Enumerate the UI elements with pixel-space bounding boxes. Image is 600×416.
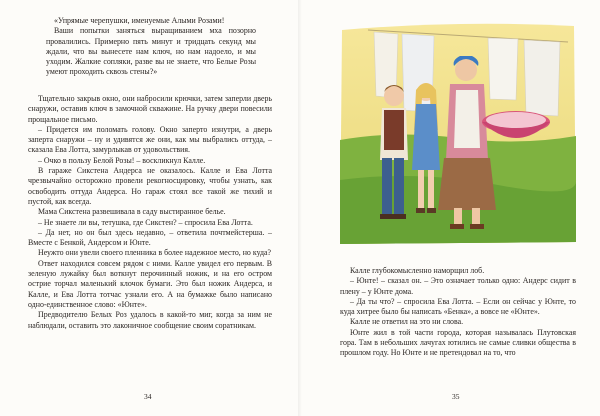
- paragraph: Юнте жил в той части города, которая называлась Плутовская гора. Там в небольших лачугах ютились не самые сливки общества в прошлом году. Но Юнте и не претендовал на то, что: [340, 327, 576, 358]
- paragraph: – Не знаете ли вы, тетушка, где Сикстен? – спросила Ева Лотта.: [38, 217, 253, 227]
- left-body-text: [28, 94, 272, 331]
- right-body-text: [340, 266, 576, 359]
- note-line: «Упрямые черепушки, именуемые Алыми Розами!: [54, 16, 225, 25]
- story-illustration: [338, 20, 578, 248]
- paragraph: Калле не ответил на это ни слова.: [350, 317, 464, 327]
- note-line: Ваши попытки заняться выращиванием мха позорно провалились. Примерно пять минут и тридцать секунд мы ждали, что вы вынесете нам ключ, но нам надоело, и мы уходим. Жалкие сопляки, разве вы не знаете, что Белые Розы умеют проходить сквозь стены?»: [46, 26, 256, 77]
- paragraph: – Придется им поломать голову. Окно заперто изнутри, а дверь заперта снаружи – ну и удивятся же они, как мы выбрались оттуда, – сказала Ева Лотта, замурлыкав от удовольствия.: [28, 124, 272, 155]
- paragraph: – Да ты что? – спросила Ева Лотта. – Если он сейчас у Юнте, то куда хитрее было бы написать «Бенка», а вовсе не «Юнте».: [340, 296, 576, 317]
- page-number: 35: [452, 392, 460, 401]
- paragraph: – Да нет, но он был здесь недавно, – ответила почтмейстерша. – Вместе с Бенкой, Андерсом и Юнте.: [28, 227, 272, 248]
- paragraph: – Очко в пользу Белой Розы! – воскликнул Калле.: [38, 155, 206, 165]
- paragraph: В гараже Сикстена Андерса не оказалось. Калле и Ева Лотта чрезвычайно осторожно провели рекогносцировку, чтобы узнать, как освободить оттуда Андерса. Но гараж стоял все такой же тихий и пустой, как всегда.: [28, 166, 272, 206]
- paragraph: Неужто они увели своего пленника в более надежное место, но куда?: [38, 248, 272, 258]
- paragraph: – Юнте! – сказал он. – Это означает только одно: Андерс сидит в плену – у Юнте дома.: [340, 276, 576, 296]
- page-number: 34: [144, 392, 152, 401]
- paragraph: Тщательно закрыв окно, они набросили крючки, затем заперли дверь снаружи, оставив ключ в замочной скважине. На ручку двери повесили прощальное письмо.: [28, 94, 272, 124]
- farewell-note: [46, 16, 256, 78]
- paragraph: Предводителю Белых Роз удалось в какой-то миг, когда за ним не наблюдали, оставить это лаконичное сообщение своим соратникам.: [28, 310, 272, 330]
- paragraph: Калле глубокомысленно наморщил лоб.: [350, 266, 485, 275]
- paragraph: Мама Сикстена развешивала в саду выстиранное белье.: [38, 207, 226, 217]
- paragraph: Ответ находился совсем рядом с ними. Калле увидел его первым. В зеленую лужайку был воткнут перочинный ножик, и на его остром острие торчал маленький клочок бумаги. Это был ножик Андерса, и Калле, и Ева Лотта тотчас узнали его. А на бумажке было написано одно-единственное слово: «Юнте».: [28, 258, 272, 309]
